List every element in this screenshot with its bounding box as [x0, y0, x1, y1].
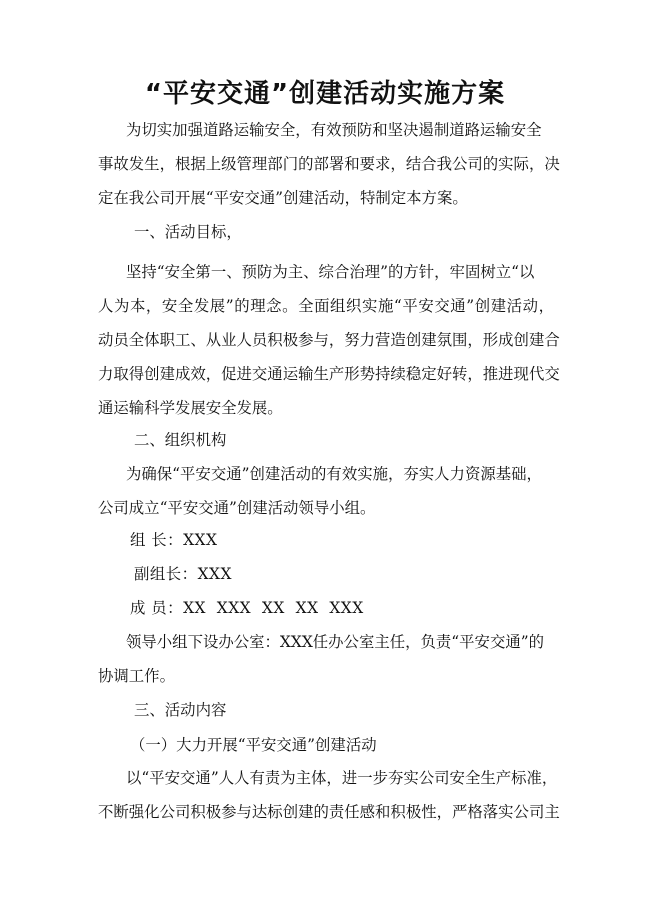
intro-line-1: 为切实加强道路运输安全，有效预防和坚决遏制道路运输安全: [126, 121, 542, 139]
section-2-heading: 二、组织机构: [134, 431, 227, 449]
section-2-line-1: 为确保“平安交通”创建活动的有效实施，夯实人力资源基础，: [126, 465, 542, 483]
section-1-line-5: 通运输科学发展安全发展。: [98, 399, 283, 417]
section-2-line-2: 公司成立“平安交通”创建活动领导小组。: [98, 499, 376, 517]
deputy-line: 副组长：XXX: [134, 565, 232, 583]
document-title: “平安交通”创建活动实施方案: [144, 79, 506, 109]
office-line-2: 协调工作。: [98, 667, 175, 685]
intro-line-3: 定在我公司开展“平安交通”创建活动，特制定本方案。: [98, 189, 468, 207]
section-1-heading: 一、活动目标，: [134, 223, 242, 241]
section-3-line-2: 不断强化公司积极参与达标创建的责任感和积极性，严格落实公司主: [98, 803, 560, 821]
section-1-line-1: 坚持“安全第一、预防为主、综合治理”的方针，牢固树立“以: [126, 263, 535, 281]
section-3-subheading: （一）大力开展“平安交通”创建活动: [130, 736, 377, 754]
office-line-1: 领导小组下设办公室：XXX任办公室主任，负责“平安交通”的: [126, 633, 544, 651]
section-1-line-3: 动员全体职工、从业人员积极参与，努力营造创建氛围，形成创建合: [98, 331, 560, 349]
section-3-heading: 三、活动内容: [134, 701, 227, 719]
leader-line: 组 长：XXX: [130, 531, 218, 549]
intro-line-2: 事故发生，根据上级管理部门的部署和要求，结合我公司的实际，决: [98, 155, 560, 173]
section-1-line-4: 力取得创建成效，促进交通运输生产形势持续稳定好转，推进现代交: [98, 365, 560, 383]
section-3-line-1: 以“平安交通”人人有责为主体，进一步夯实公司安全生产标准，: [126, 769, 558, 787]
section-1-line-2: 人为本，安全发展”的理念。全面组织实施“平安交通”创建活动，: [98, 297, 554, 315]
members-line: 成 员：XX XXX XX XX XXX: [130, 599, 364, 617]
